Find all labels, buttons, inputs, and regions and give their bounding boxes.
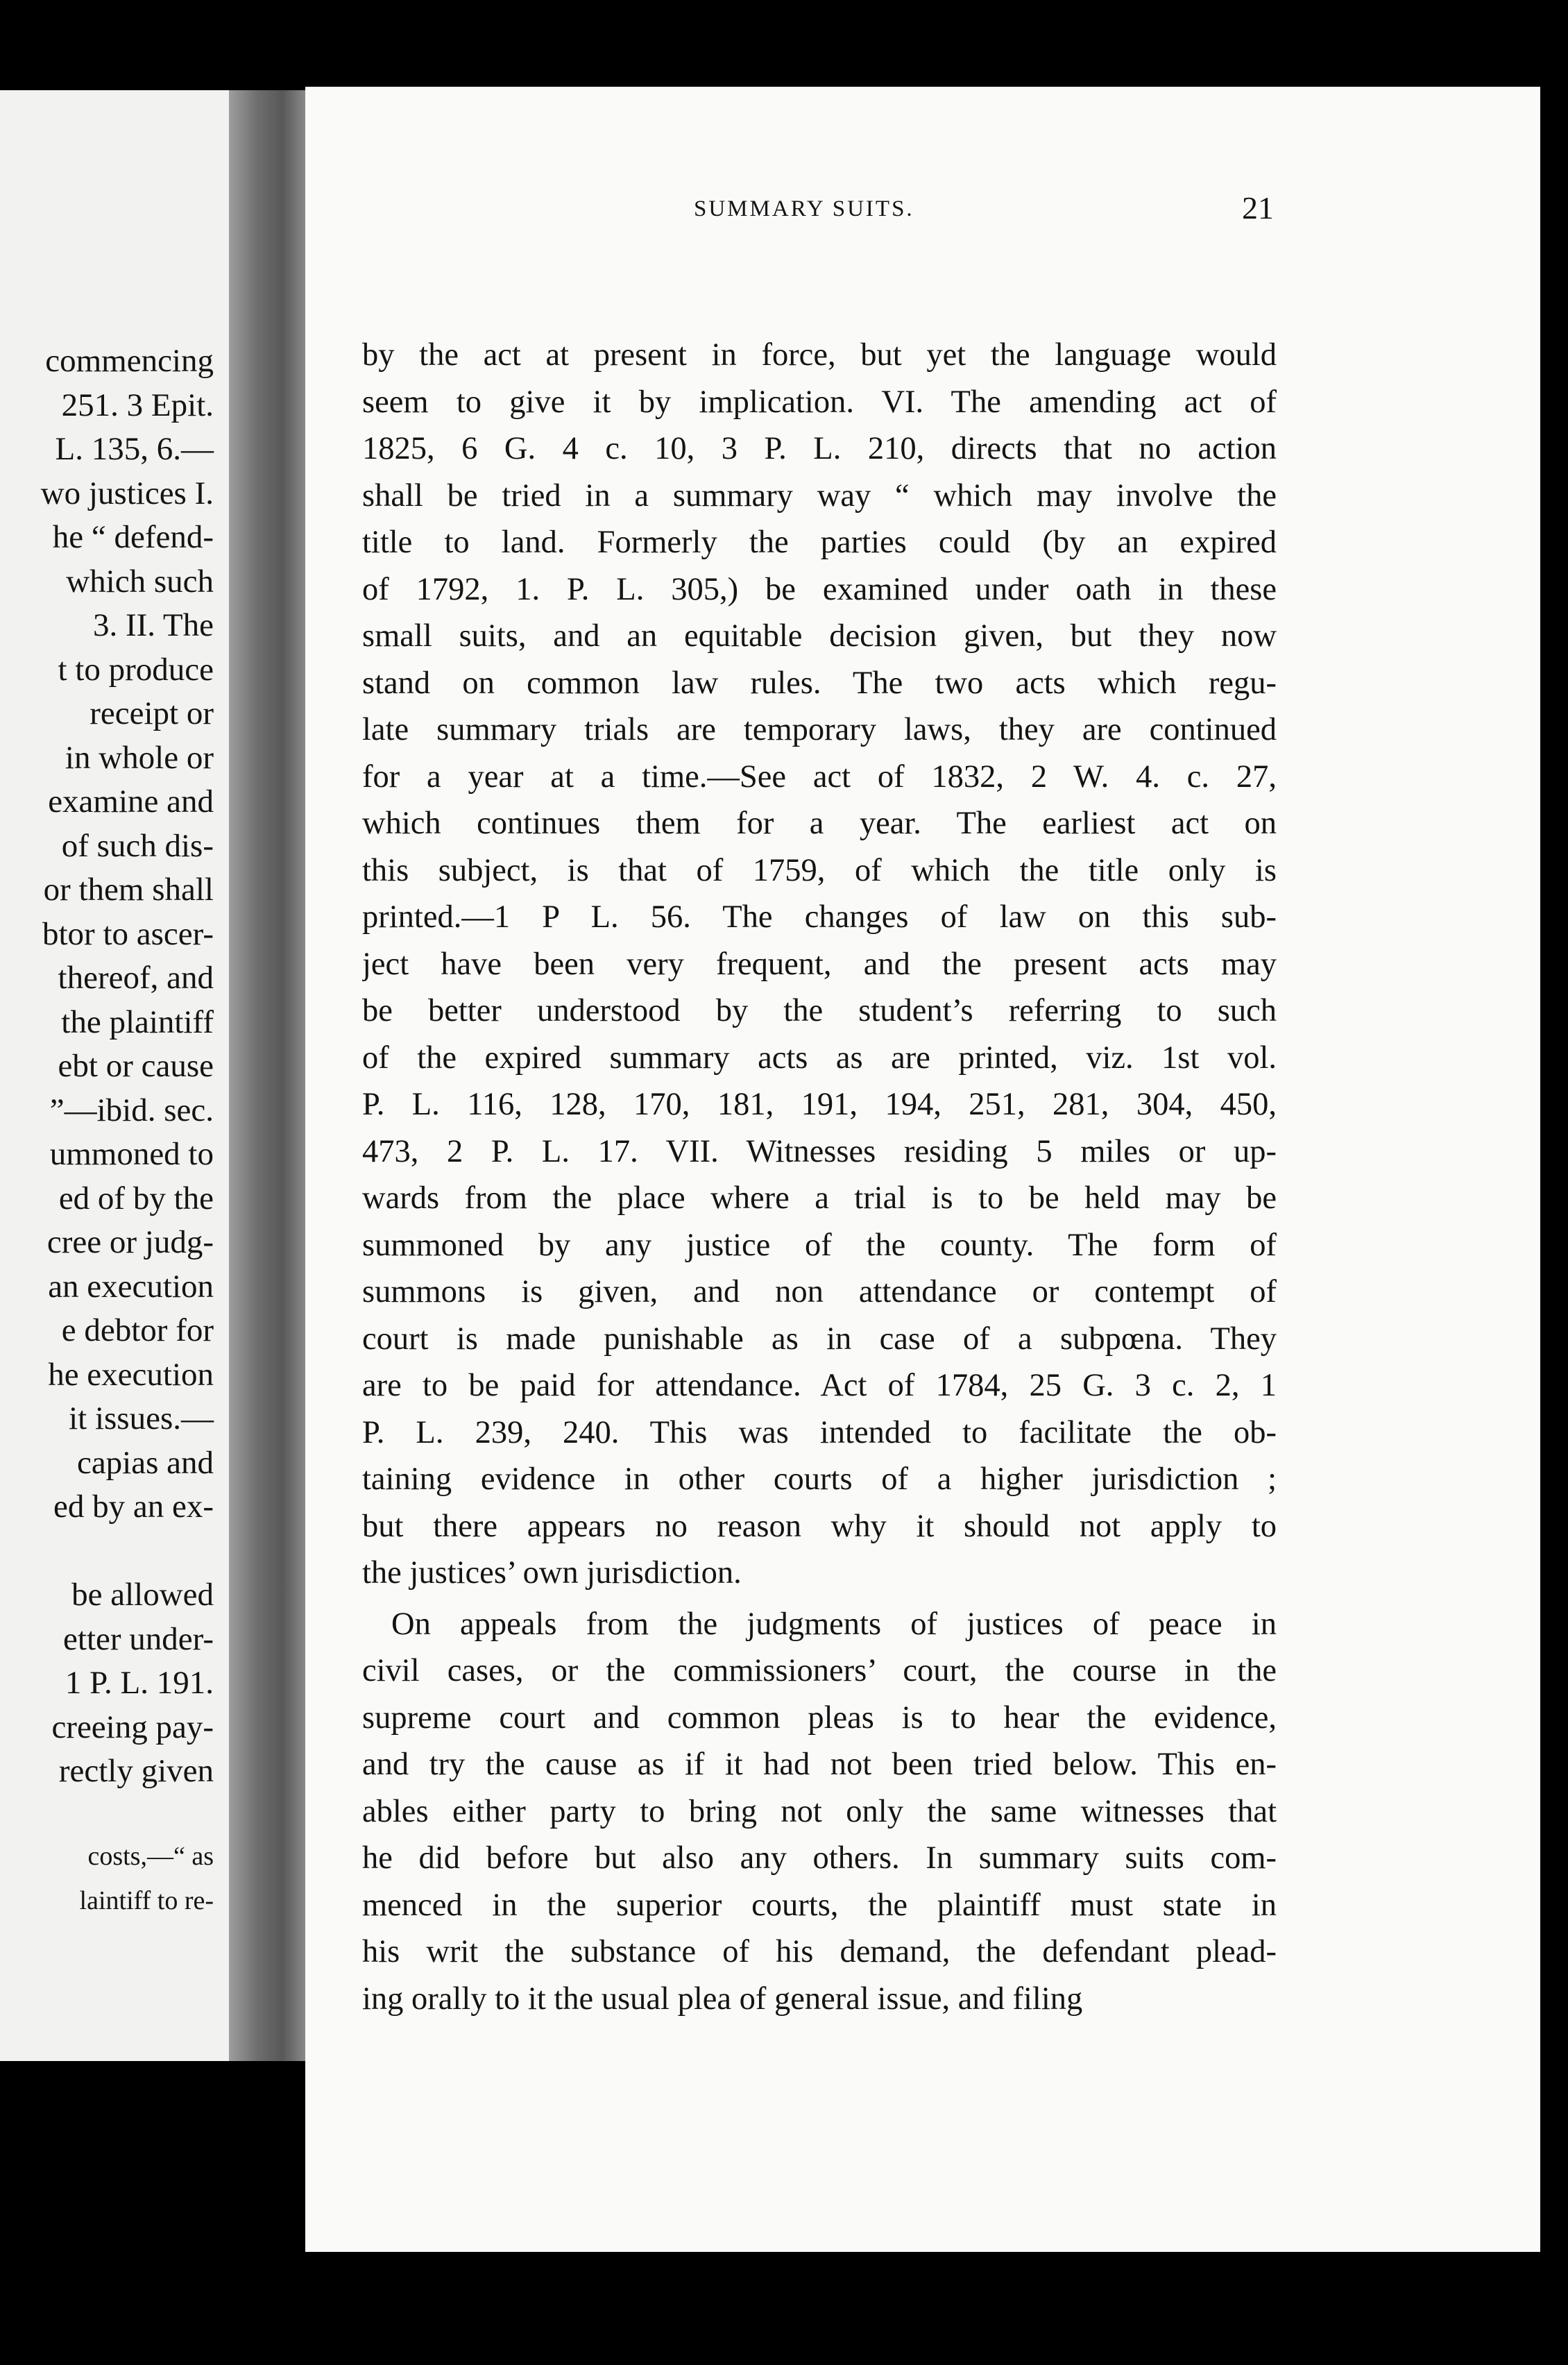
- text-line: title to land. Formerly the parties could (by an expired: [362, 525, 1277, 560]
- text-line: for a year at a time.—See act of 1832, 2 W. 4. c. 27,: [362, 758, 1277, 795]
- left-page-fragment: of such dis-: [61, 827, 214, 864]
- left-page-fragment: it issues.—: [69, 1400, 214, 1436]
- text-line: the justices’ own jurisdiction.: [362, 1555, 742, 1591]
- left-page-fragment: or them shall: [43, 872, 214, 908]
- left-page-fragment: cree or judg-: [46, 1224, 214, 1260]
- left-page-fragment: btor to ascer-: [42, 915, 214, 952]
- text-line: this subject, is that of 1759, of which the title only is: [362, 852, 1277, 888]
- text-line: stand on common law rules. The two acts which regu-: [362, 665, 1277, 701]
- left-page-fragment: ed by an ex-: [53, 1489, 214, 1525]
- left-page-fragment: ummoned to: [49, 1136, 214, 1172]
- left-page-fragment: 1 P. L. 191.: [65, 1665, 214, 1701]
- text-line: ables either party to bring not only the same witnesses that: [362, 1793, 1277, 1829]
- text-line: by the act at present in force, but yet the language would: [362, 337, 1277, 373]
- text-line: printed.—1 P L. 56. The changes of law on this sub-: [362, 899, 1277, 935]
- left-page-fragment: t to produce: [58, 651, 214, 688]
- text-line: of the expired summary acts as are printed, viz. 1st vol.: [362, 1040, 1277, 1076]
- text-line: late summary trials are temporary laws, they are continued: [362, 712, 1277, 747]
- text-line: ject have been very frequent, and the present acts may: [362, 946, 1277, 982]
- left-page-fragment: ed of by the: [58, 1180, 214, 1217]
- left-page-fragment: commencing: [45, 343, 214, 379]
- left-page-fragment: 3. II. The: [92, 607, 214, 643]
- text-line: P. L. 239, 240. This was intended to facilitate the ob-: [362, 1414, 1277, 1450]
- left-page-fragment: he “ defend-: [52, 519, 214, 555]
- left-page-fragment: thereof, and: [58, 960, 214, 996]
- left-page-fragment: creeing pay-: [51, 1709, 214, 1745]
- left-page-fragment: costs,—“ as: [87, 1842, 214, 1871]
- left-page: [0, 90, 229, 2061]
- text-line: ing orally to it the usual plea of general issue, and filing: [362, 1981, 1083, 2017]
- text-line: his writ the substance of his demand, the defendant plead-: [362, 1934, 1277, 1969]
- left-page-fragment: an execution: [48, 1268, 214, 1305]
- left-page-fragment: in whole or: [65, 739, 214, 776]
- text-line: 473, 2 P. L. 17. VII. Witnesses residing 5 miles or up-: [362, 1133, 1277, 1169]
- left-page-fragment: 251. 3 Epit.: [61, 387, 214, 423]
- body-text: [362, 332, 1277, 2022]
- text-line: be better understood by the student’s referring to such: [362, 993, 1277, 1028]
- text-line: but there appears no reason why it should not apply to: [362, 1508, 1277, 1544]
- left-page-fragment: be allowed: [71, 1577, 214, 1613]
- text-line: and try the cause as if it had not been tried below. This en-: [362, 1747, 1277, 1782]
- text-line: On appeals from the judgments of justices of peace in: [391, 1606, 1277, 1642]
- text-line: of 1792, 1. P. L. 305,) be examined under oath in these: [362, 571, 1277, 607]
- text-line: supreme court and common pleas is to hear the evidence,: [362, 1699, 1277, 1736]
- page-number: 21: [1242, 190, 1274, 226]
- text-line: civil cases, or the commissioners’ court, the course in the: [362, 1653, 1277, 1688]
- left-page-fragment: he execution: [48, 1356, 214, 1393]
- left-page-fragment: L. 135, 6.—: [55, 431, 214, 467]
- left-page-fragment: which such: [66, 563, 214, 600]
- text-line: seem to give it by implication. VI. The amending act of: [362, 384, 1277, 420]
- left-page-fragment: ebt or cause: [58, 1048, 214, 1084]
- running-head: SUMMARY SUITS.: [694, 196, 914, 221]
- text-line: summons is given, and non attendance or contempt of: [362, 1274, 1277, 1309]
- text-line: he did before but also any others. In summary suits com-: [362, 1840, 1277, 1876]
- text-line: P. L. 116, 128, 170, 181, 191, 194, 251, 281, 304, 450,: [362, 1087, 1277, 1122]
- left-page-fragment: ”—ibid. sec.: [49, 1092, 214, 1128]
- left-page-fragment: e debtor for: [61, 1312, 214, 1348]
- left-page-fragment: the plaintiff: [61, 1003, 214, 1040]
- left-page-fragment: laintiff to re-: [79, 1885, 214, 1915]
- left-page-fragment: examine and: [48, 783, 214, 820]
- text-line: court is made punishable as in case of a subpœna. They: [362, 1321, 1277, 1357]
- left-page-fragment: receipt or: [90, 695, 214, 731]
- paragraph-1: [362, 332, 1277, 1597]
- left-page-fragment: etter under-: [63, 1620, 214, 1657]
- text-line: which continues them for a year. The earliest act on: [362, 806, 1277, 841]
- left-page-fragment: wo justices I.: [40, 475, 214, 511]
- text-line: shall be tried in a summary way “ which may involve the: [362, 477, 1277, 514]
- text-line: summoned by any justice of the county. The form of: [362, 1227, 1277, 1263]
- text-line: wards from the place where a trial is to be held may be: [362, 1180, 1277, 1216]
- text-line: taining evidence in other courts of a higher jurisdiction ;: [362, 1461, 1277, 1497]
- text-line: are to be paid for attendance. Act of 1784, 25 G. 3 c. 2, 1: [362, 1368, 1277, 1403]
- text-line: menced in the superior courts, the plaintiff must state in: [362, 1887, 1277, 1923]
- left-page-fragment: capias and: [76, 1444, 214, 1481]
- left-page-fragment: rectly given: [58, 1753, 214, 1789]
- text-line: small suits, and an equitable decision given, but they now: [362, 618, 1277, 654]
- paragraph-2: [362, 1601, 1277, 2023]
- text-line: 1825, 6 G. 4 c. 10, 3 P. L. 210, directs that no action: [362, 431, 1277, 466]
